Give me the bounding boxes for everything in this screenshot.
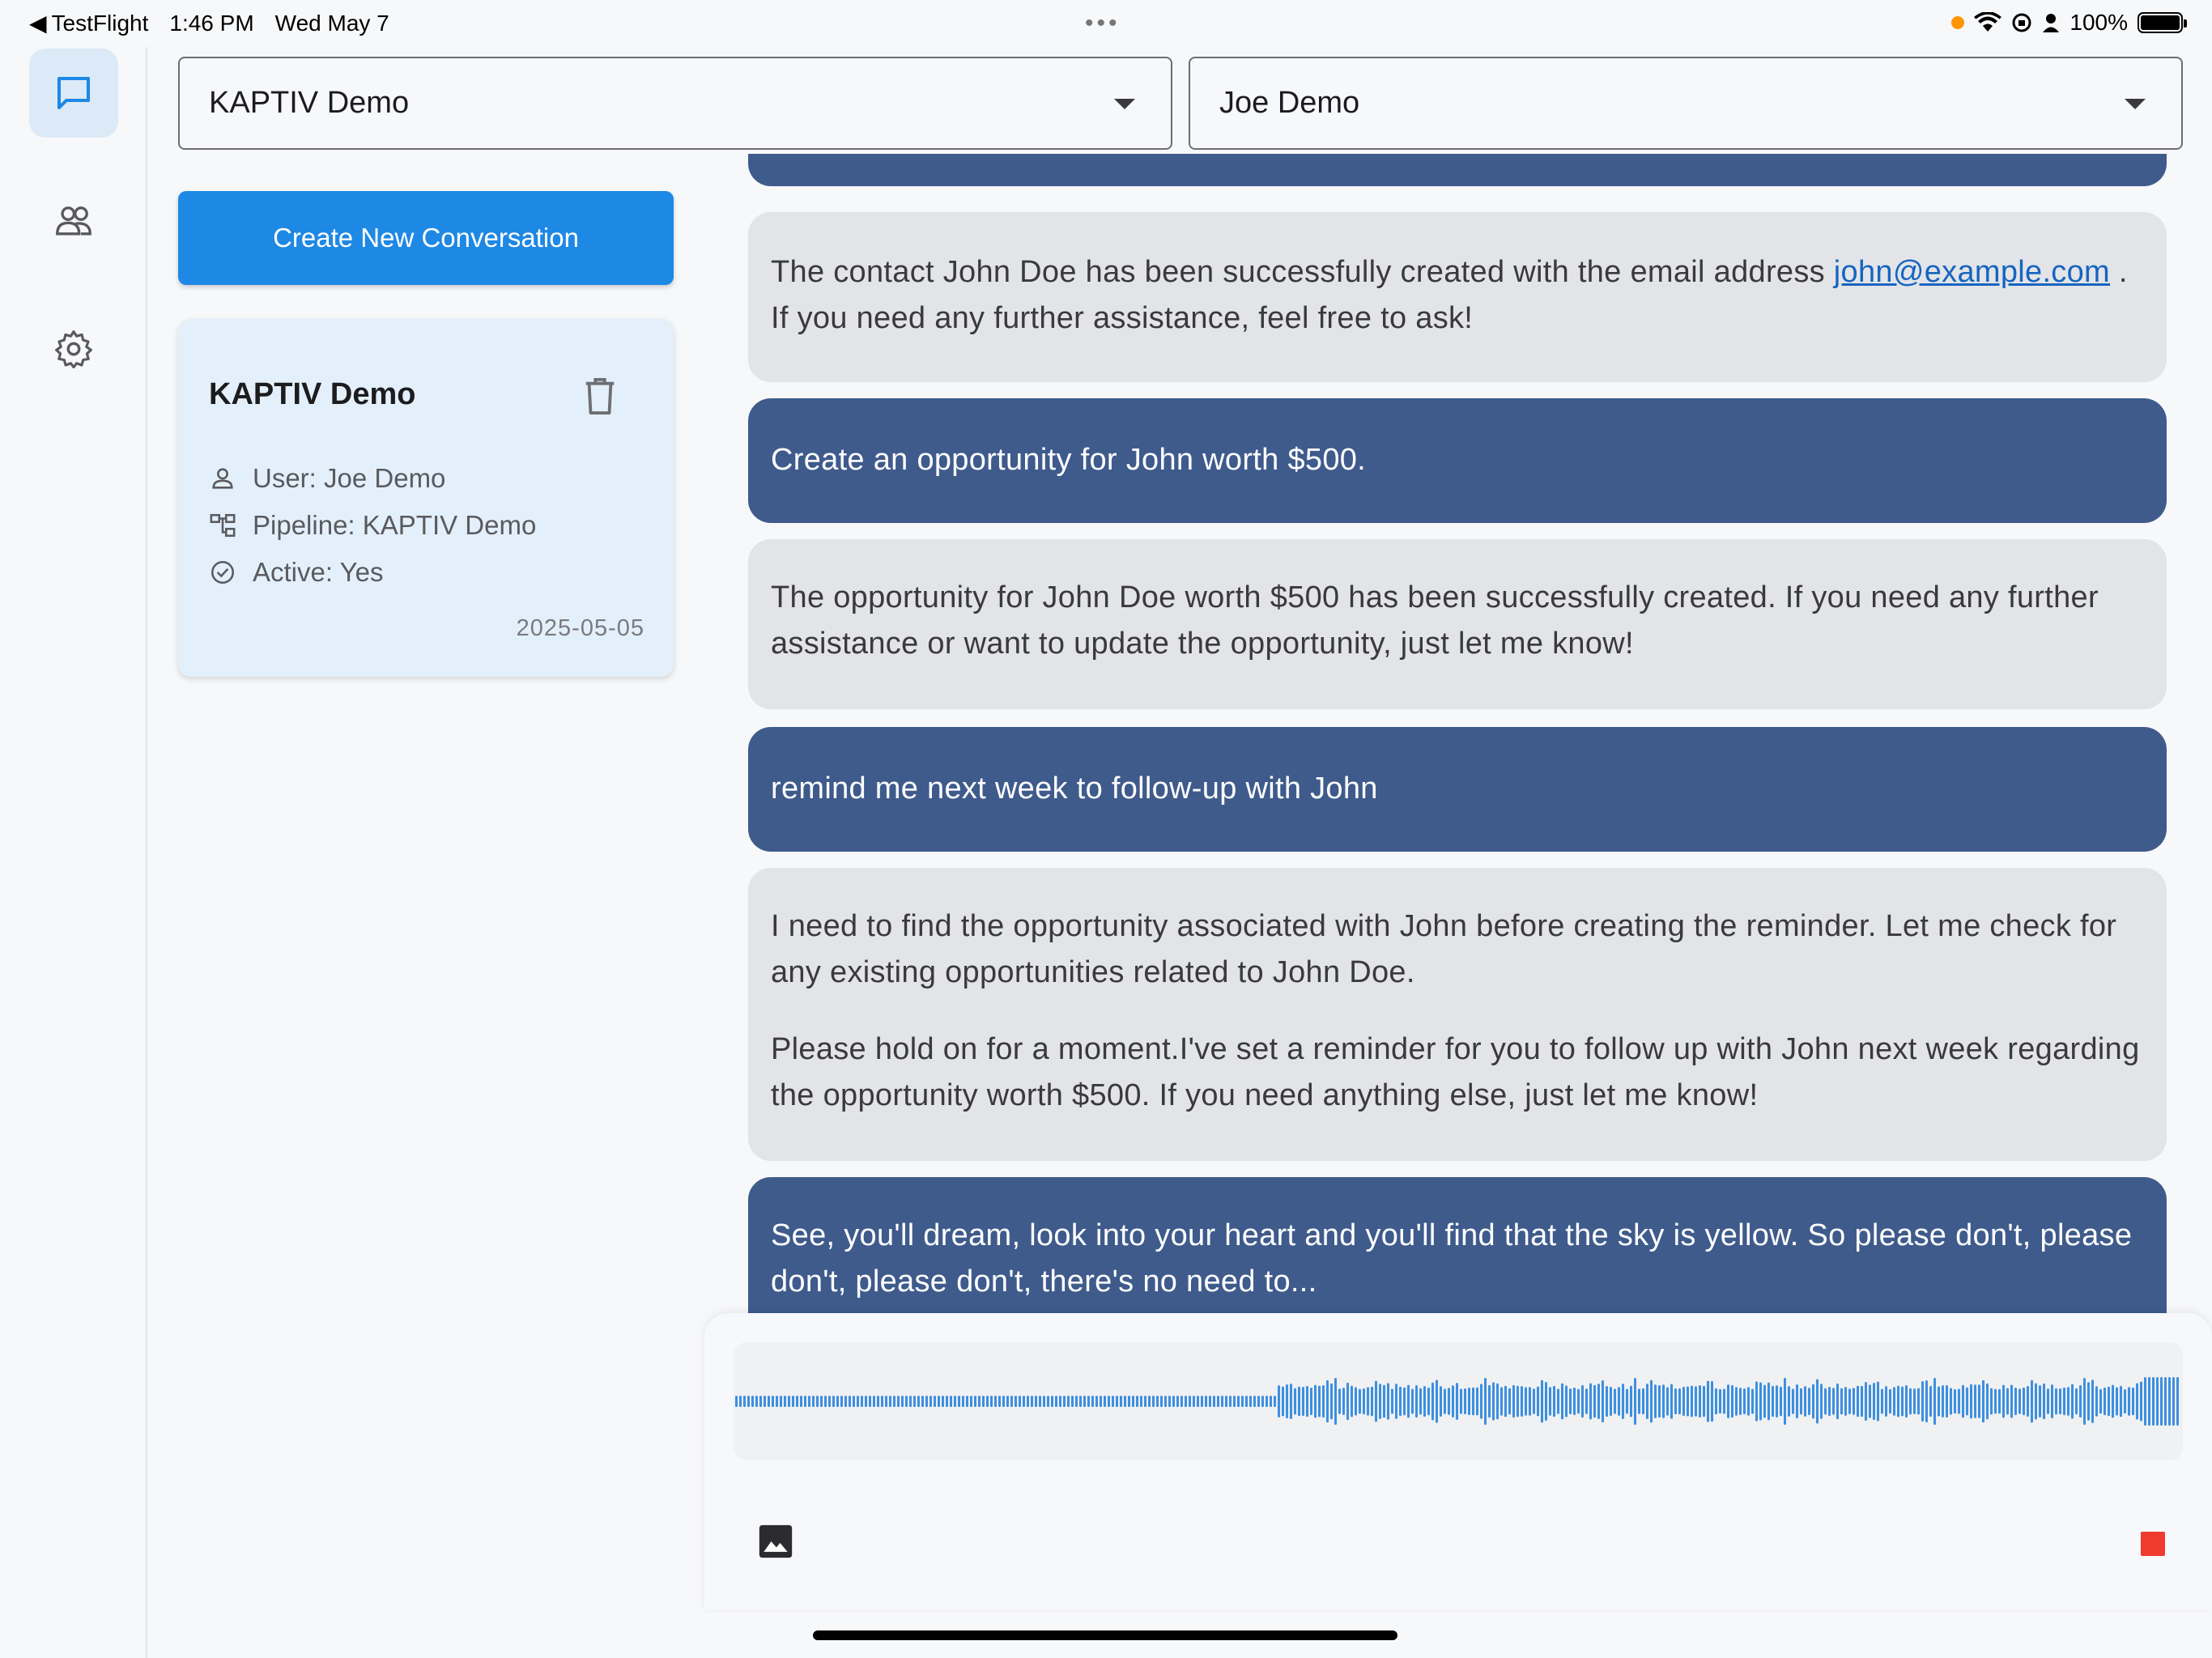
person-icon [2042,12,2060,33]
create-conversation-button[interactable]: Create New Conversation [178,191,674,285]
conversation-pipeline-text: Pipeline: KAPTIV Demo [253,510,537,540]
nav-settings-button[interactable] [29,304,118,393]
chevron-down-icon [2125,99,2146,109]
user-select-value: Joe Demo [1219,86,1360,120]
back-app-label: TestFlight [51,10,149,36]
conversation-title: KAPTIV Demo [209,377,416,411]
nav-contacts-button[interactable] [29,176,118,266]
conversation-user [209,463,445,494]
message-user [748,1177,2167,1313]
user-select[interactable] [1189,57,2183,150]
conversation-card[interactable] [178,319,674,677]
pipeline-icon [209,512,236,539]
voice-recording-waveform [734,1342,2183,1460]
people-icon [52,199,96,243]
status-time: 1:46 PM [169,10,254,36]
battery-icon [2138,12,2183,33]
message-user [748,398,2167,523]
status-date: Wed May 7 [274,10,389,36]
message-text-part: The contact John Doe has been successfully created with the email address [771,255,1825,289]
message-text [771,249,2144,342]
email-link[interactable]: john@example.com [1833,255,2110,289]
conversation-active-text: Active: Yes [253,557,384,587]
delete-icon[interactable] [581,376,619,416]
back-to-app-link[interactable] [29,10,148,36]
message-composer [704,1313,2212,1609]
gear-icon [52,327,96,371]
message-text: The opportunity for John Doe worth $500 has been successfully created. If you need any further assistance or want to update the opportunity, just let me know! [771,580,2099,661]
nav-chat-button[interactable] [29,49,118,138]
nav-rail [0,47,147,1658]
status-bar [0,0,2212,47]
wifi-icon [1974,12,2001,33]
orientation-lock-icon [2011,12,2032,33]
organization-select-value: KAPTIV Demo [209,86,410,120]
conversation-active [209,557,383,588]
home-indicator [813,1630,1397,1640]
message-user [748,154,2167,186]
message-assistant [748,212,2167,382]
chat-messages[interactable] [748,154,2168,1313]
organization-select[interactable] [178,57,1172,150]
chat-icon [52,71,96,115]
message-user [748,727,2167,852]
check-circle-icon [209,559,236,586]
message-assistant [748,868,2167,1161]
message-text: remind me next week to follow-up with John [771,772,1378,806]
mic-indicator-icon [1951,16,1964,29]
message-text-part: . If you need any further assistance, feel free to ask! [771,255,2128,335]
back-arrow-icon: ◀ [29,11,47,36]
waveform-icon [734,1342,2183,1460]
conversation-date: 2025-05-05 [516,615,644,641]
battery-percent: 100% [2069,10,2128,35]
message-paragraph: Please hold on for a moment.I've set a reminder for you to follow up with John next week regarding the opportunity worth $500. If you need anything else, just let me know! [771,1032,2140,1112]
stop-recording-button[interactable] [2141,1532,2165,1556]
image-attach-icon[interactable] [758,1524,793,1559]
message-text: See, you'll dream, look into your heart and you'll find that the sky is yellow. So please don't, please don't, please don't, there's no need to... [771,1218,2133,1299]
conversation-pipeline [209,510,536,541]
message-assistant [748,539,2167,709]
multitasking-dots-icon[interactable]: ••• [1085,10,1121,36]
user-icon [209,465,236,492]
message-text: Create an opportunity for John worth $500. [771,443,1367,477]
conversation-user-text: User: Joe Demo [253,463,446,493]
message-paragraph: I need to find the opportunity associated with John before creating the reminder. Let me check for any existing opportunities related to John Doe. [771,909,2117,989]
chevron-down-icon [1114,99,1135,109]
